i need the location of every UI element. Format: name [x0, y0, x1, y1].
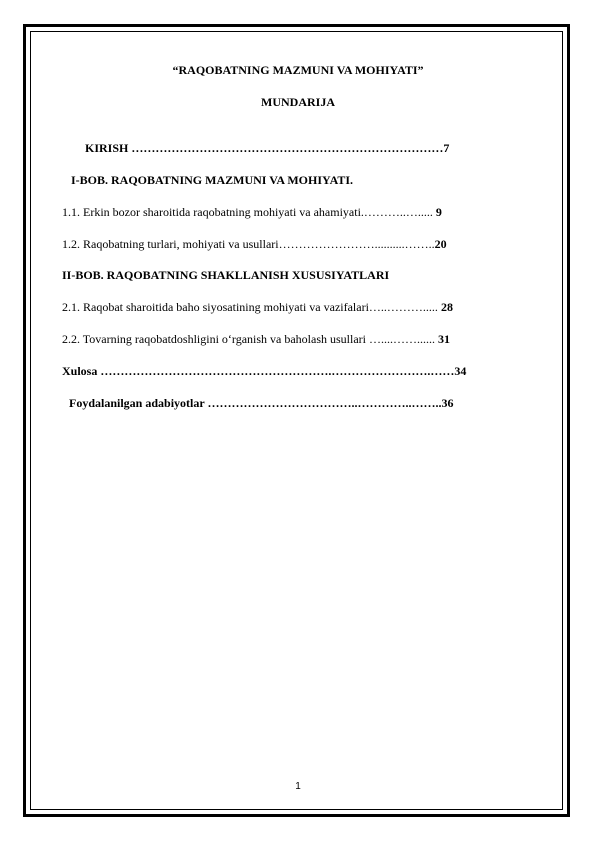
toc-entry-label: 1.2. Raqobatning turlari, mohiyati va usullari……………………..........……..: [62, 237, 435, 251]
toc-entry-page: 31: [438, 332, 451, 346]
toc-entry-page: 28: [440, 300, 453, 314]
document-title: “RAQOBATNING MAZMUNI VA MOHIYATI”: [172, 63, 424, 77]
toc-entry-page: 9: [435, 205, 442, 219]
toc-entry-label: 2.1. Raqobat sharoitida baho siyosatining mohiyati va vazifalari…..……….....: [62, 300, 441, 314]
toc-chapter-2: II-BOB. RAQOBATNING SHAKLLANISH XUSUSIYATLARI: [62, 268, 390, 282]
toc-entry-xulosa: Xulosa ………………………………………………….…………………….……34: [62, 364, 467, 378]
toc-entry-page: 20: [434, 237, 447, 251]
toc-entry-label: 1.1. Erkin bozor sharoitida raqobatning mohiyati va ahamiyati.………..….....: [62, 205, 436, 219]
toc-chapter-1: I-BOB. RAQOBATNING MAZMUNI VA MOHIYATI.: [71, 173, 354, 187]
toc-entry-2-1: [62, 300, 453, 314]
toc-entry-1-1: [62, 205, 442, 219]
toc-entry-1-2: [62, 237, 447, 251]
toc-entry-2-2: [62, 332, 450, 346]
toc-heading: MUNDARIJA: [261, 95, 335, 109]
toc-entry-adabiyotlar: Foydalanilgan adabiyotlar ………………………………..…………..……..36: [69, 396, 454, 410]
toc-entry-kirish: KIRISH ……………………………………………………………………7: [85, 141, 450, 155]
page-number: 1: [295, 781, 301, 792]
toc-entry-label: 2.2. Tovarning raqobatdoshligini o‘rganish va baholash usullari …....……......: [62, 332, 439, 346]
